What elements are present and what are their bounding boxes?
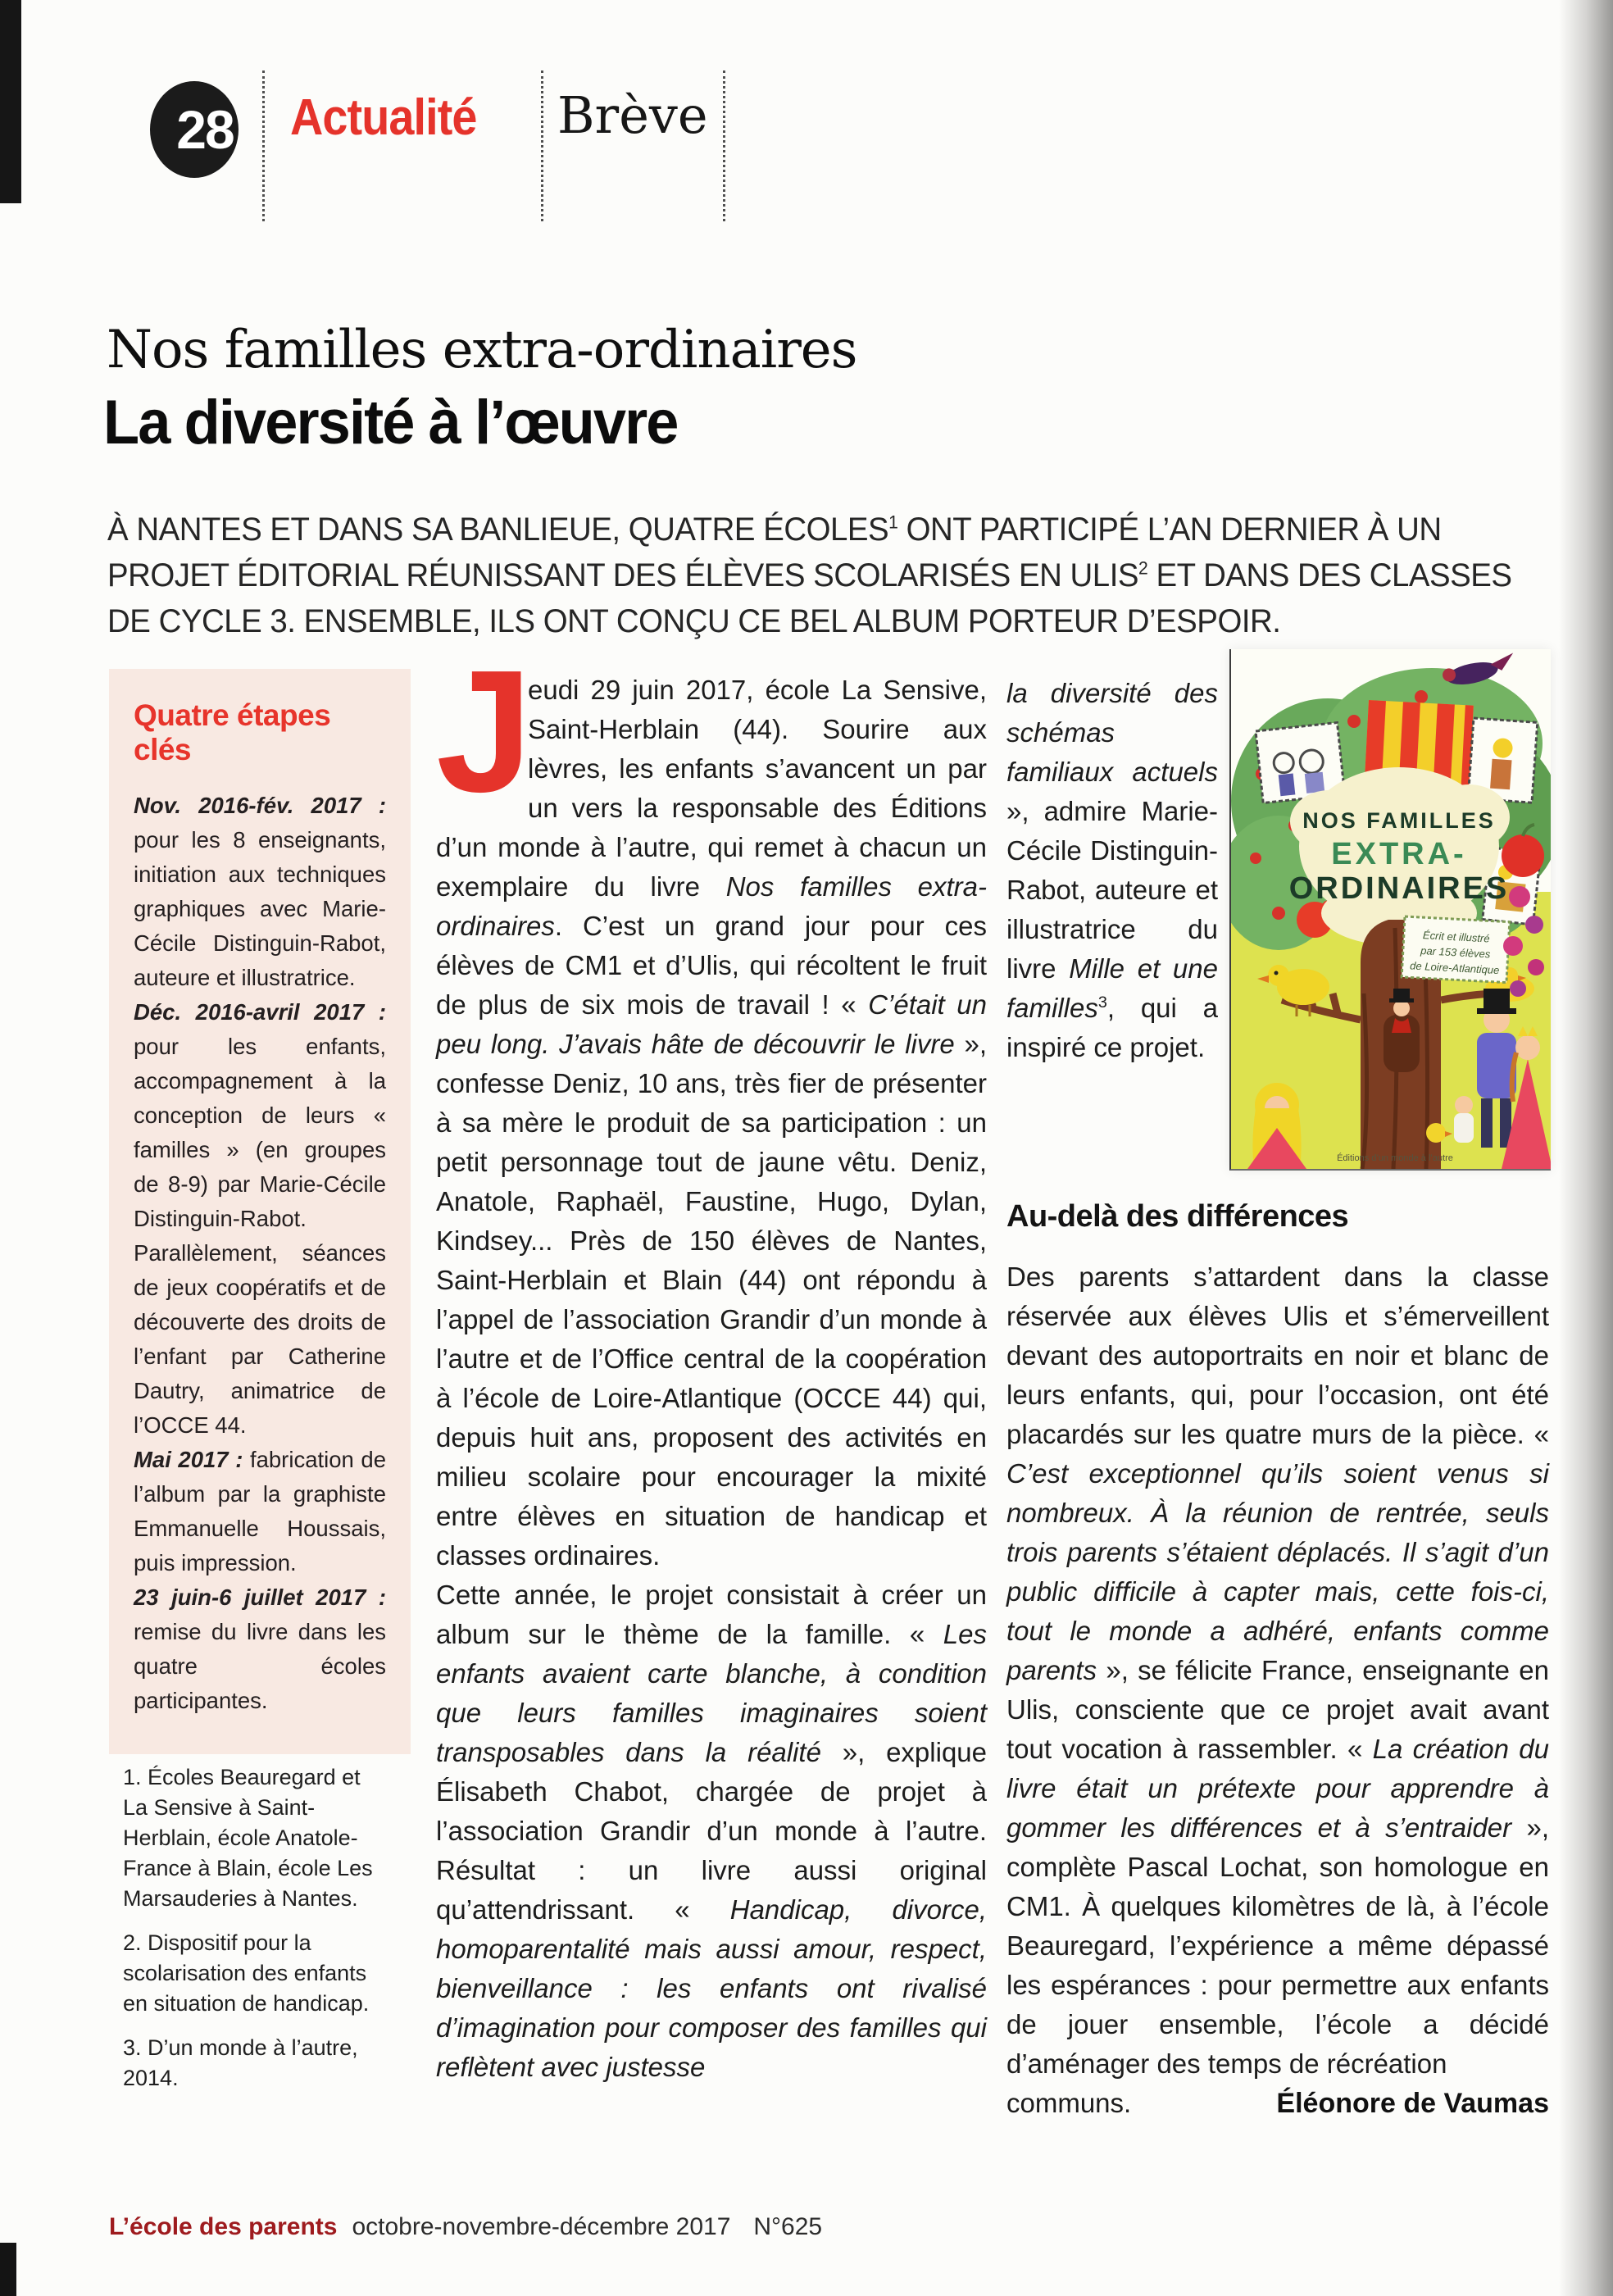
cover-title-line2: EXTRA- [1331, 837, 1467, 871]
footnote-ref-2: 2 [1138, 557, 1148, 579]
article-paragraph [1006, 674, 1218, 1067]
child-figure [1454, 1096, 1474, 1143]
article-section-2 [1006, 1197, 1549, 2123]
article-column-1 [436, 634, 988, 2087]
key-step-text: fabrication de l’album par la graphiste Emmanuelle Houssais, puis impression. [134, 1447, 386, 1575]
page-number: 28 [176, 99, 234, 160]
article-kicker: Nos familles extra-ordinaires [107, 320, 857, 380]
issue-number: N°625 [753, 2213, 823, 2240]
scan-edge-left-top [0, 0, 21, 203]
book-cover-illustration [1231, 649, 1551, 1169]
key-step-text: pour les enfants, accompagnement à la conception de leurs « familles » (en groupes de 8-9) par Marie-Cécile Distinguin-Rabot. Parallèlement, séances de jeux coopératifs et de découverte des droits de l’enfant par Catherine Dautry, animatrice de l’OCCE 44. [134, 1034, 386, 1438]
footnotes [123, 1762, 388, 2107]
page-footer [109, 2213, 822, 2241]
issue-date: octobre-novembre-décembre 2017 [352, 2213, 731, 2240]
scan-edge-right [1559, 0, 1613, 2296]
paragraph-text: Des parents s’attardent dans la classe réservée aux élèves Ulis et s’émerveillent devant des autoportraits en noir et blanc de leurs enfants, qui, pour l’occasion, ont été placardés sur les quatre murs de la pièce. « C’est exceptionnel qu’ils soient venus si nombreux. À la réunion de rentrée, seuls trois parents s’étaient déplacés. Il s’agit d’un public difficile à capter mais, cette fois-ci, tout le monde a adhéré, enfants comme parents », se félicite France, enseignante en Ulis, consciente que ce projet avait avant tout vocation à rassembler. « La création du livre était un prétexte pour apprendre à gommer les différences et à s’entraider », complète Pascal Lochat, son homologue en CM1. À quelques kilomètres de là, à l’école Beauregard, l’expérience a même dépassé les espérances : pour permettre aux enfants de jouer ensemble, l’école a décidé d’aménager des temps de récréation [1006, 1262, 1549, 2079]
key-step-date: Nov. 2016-fév. 2017 : [134, 793, 386, 818]
footnote-3: 3. D’un monde à l’autre, 2014. [123, 2035, 358, 2090]
footnote-1: 1. Écoles Beauregard et La Sensive à Saint-Herblain, école Anatole-France à Blain, école Les Marsauderies à Nantes. [123, 1765, 373, 1911]
cover-label-line1: Écrit et illustré [1422, 929, 1490, 945]
header-divider [541, 70, 543, 221]
standfirst-text: ONT PARTICIPÉ L’AN DERNIER À UN PROJET ÉDITORIAL RÉUNISSANT DES ÉLÈVES SCOLARISÉS EN ULIS [107, 511, 1442, 593]
paragraph-text: Cette année, le projet consistait à créer un album sur le thème de la famille. « Les enfants avaient carte blanche, à condition que leurs familles imaginaires soient transposables dans la réalité », explique Élisabeth Chabot, chargée de projet à l’association Grandir d’un monde à l’autre. Résultat : un livre aussi original qu’attendrissant. « Handicap, divorce, homoparentalité mais aussi amour, respect, bienveillance : les enfants ont rivalisé d’imagination pour composer des familles qui reflètent avec justesse [436, 1580, 987, 2082]
key-steps-title: Quatre étapes clés [134, 698, 331, 766]
key-step-date: Déc. 2016-avril 2017 : [134, 999, 386, 1025]
standfirst-text: À NANTES ET DANS SA BANLIEUE, QUATRE ÉCOLES [107, 511, 889, 548]
key-step-date: 23 juin-6 juillet 2017 : [134, 1584, 386, 1610]
cover-title-line1: NOS FAMILLES [1302, 808, 1496, 833]
book-cover-image [1229, 649, 1551, 1171]
footnote-ref-1: 1 [888, 511, 898, 533]
article-paragraph [436, 634, 988, 1575]
author-byline: Éléonore de Vaumas [1276, 2088, 1549, 2119]
cover-label-line2: par 153 élèves [1420, 944, 1491, 961]
section-heading: Au-delà des différences [1006, 1199, 1349, 1234]
cover-label-line3: de Loire-Atlantique [1409, 959, 1500, 977]
standfirst-text: ET DANS DES CLASSES DE CYCLE 3. ENSEMBLE, ILS ONT CONÇU CE BEL ALBUM PORTEUR D’ESPOIR. [107, 557, 1512, 639]
page-number-badge [150, 81, 239, 178]
key-step-text: pour les 8 enseignants, initiation aux techniques graphiques avec Marie-Cécile Distinguin-Rabot, auteure et illustratrice. [134, 827, 386, 990]
article-column-2 [1006, 674, 1218, 1067]
cover-label [1402, 916, 1510, 983]
paragraph-text: communs. [1006, 2088, 1132, 2118]
key-step-entry [134, 789, 386, 995]
cover-title-line3: ORDINAIRES [1288, 871, 1510, 906]
header-divider [262, 70, 265, 221]
paragraph-text: la diversité des schémas familiaux actuels », admire Marie-Cécile Distinguin-Rabot, auteure et illustratrice du livre Mille et une familles$^3$, qui a inspiré ce projet. [1006, 678, 1218, 1062]
footnote-2: 2. Dispositif pour la scolarisation des enfants en situation de handicap. [123, 1930, 370, 2016]
article-title: La diversité à l’œuvre [103, 388, 678, 457]
drop-cap: J [436, 634, 533, 828]
key-step-entry [134, 1580, 386, 1718]
article-paragraph [1006, 1257, 1549, 2084]
article-last-line [1006, 2084, 1549, 2123]
article-paragraph [436, 1575, 987, 2087]
section-label: Actualité [290, 89, 477, 146]
standfirst [107, 507, 1563, 644]
paragraph-text: eudi 29 juin 2017, école La Sensive, Saint-Herblain (44). Sourire aux lèvres, les enfants s’avancent un par un vers la responsable des Éditions d’un monde à l’autre, qui remet à chacun un exemplaire du livre Nos familles extra-ordinaires. C’est un grand jour pour ces élèves de CM1 et d’Ulis, qui récoltent le fruit de plus de six mois de travail ! « C’était un peu long. J’avais hâte de découvrir le livre », confesse Deniz, 10 ans, très fier de présenter à sa mère le produit de sa participation : un petit personnage tout de jaune vêtu. Deniz, Anatole, Raphaël, Faustine, Hugo, Dylan, Kindsey... Près de 150 élèves de Nantes, Saint-Herblain et Blain (44) ont répondu à l’appel de l’association Grandir d’un monde à l’autre et de l’Office central de la coopération à l’école de Loire-Atlantique (OCCE 44) qui, depuis huit ans, proposent des activités en milieu scolaire pour encourager la mixité entre élèves en situation de handicap et classes ordinaires. [436, 675, 988, 1571]
scan-edge-left-bottom [0, 2243, 16, 2296]
key-step-entry [134, 995, 386, 1443]
rubric-label: Brève [557, 85, 708, 145]
key-step-date: Mai 2017 : [134, 1447, 243, 1472]
header-divider [723, 70, 725, 221]
cover-publisher: Éditions d’un monde à l’autre [1337, 1153, 1453, 1163]
key-steps-box [109, 669, 411, 1754]
key-step-text: remise du livre dans les quatre écoles participantes. [134, 1619, 386, 1713]
magazine-name: L’école des parents [109, 2213, 338, 2240]
key-step-entry [134, 1443, 386, 1580]
